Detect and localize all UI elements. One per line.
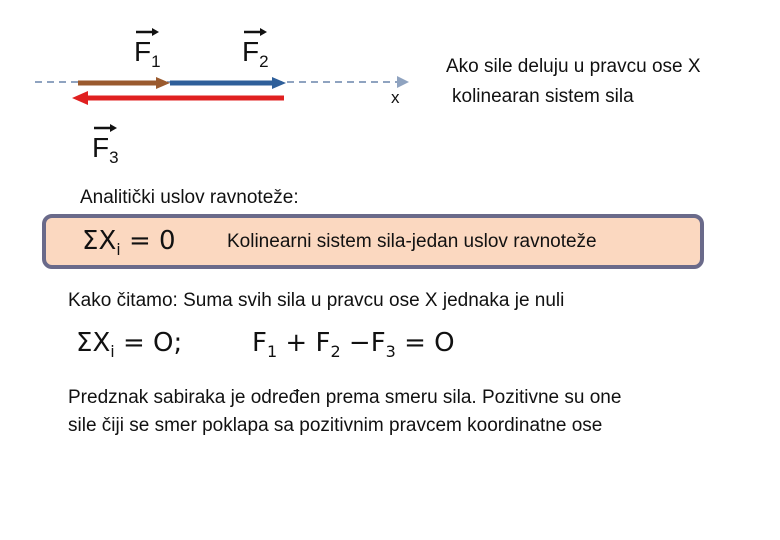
note-line-1: Ako sile deluju u pravcu ose X <box>446 56 701 77</box>
reading-line: Kako čitamo: Suma svih sila u pravcu ose X jednaka je nuli <box>68 290 565 311</box>
f1-arrowhead <box>156 77 170 89</box>
boxed-equation: $\Sigma X_i = 0$ <box>82 226 176 260</box>
vector-arrow-icon <box>92 123 118 133</box>
f2-label: $F_2$ <box>242 38 269 70</box>
box-label: Kolinearni sistem sila-jedan uslov ravnoteže <box>227 231 597 252</box>
f2-arrowhead <box>272 77 286 89</box>
x-axis-arrowhead <box>397 76 409 88</box>
f3-label: $F_3$ <box>92 134 119 166</box>
vector-arrow-icon <box>134 27 160 37</box>
equilibrium-box <box>42 214 704 269</box>
note-line-2: kolinearan sistem sila <box>452 86 634 107</box>
f1-label: $F_1$ <box>134 38 161 70</box>
sign-rule-line-2: sile čiji se smer poklapa sa pozitivnim pravcem koordinatne ose <box>68 415 603 436</box>
f3-arrowhead <box>72 91 88 105</box>
sign-rule-line-1: Predznak sabiraka je određen prema smeru sila. Pozitivne su one <box>68 387 622 408</box>
balance-equation: $F_1 + F_2 -F_3 = O$ <box>252 328 455 362</box>
sum-equation: $\Sigma X_i = O$; <box>76 328 183 362</box>
x-axis-label: x <box>391 88 400 107</box>
vector-arrow-icon <box>242 27 268 37</box>
analytic-heading: Analitički uslov ravnoteže: <box>80 187 299 208</box>
